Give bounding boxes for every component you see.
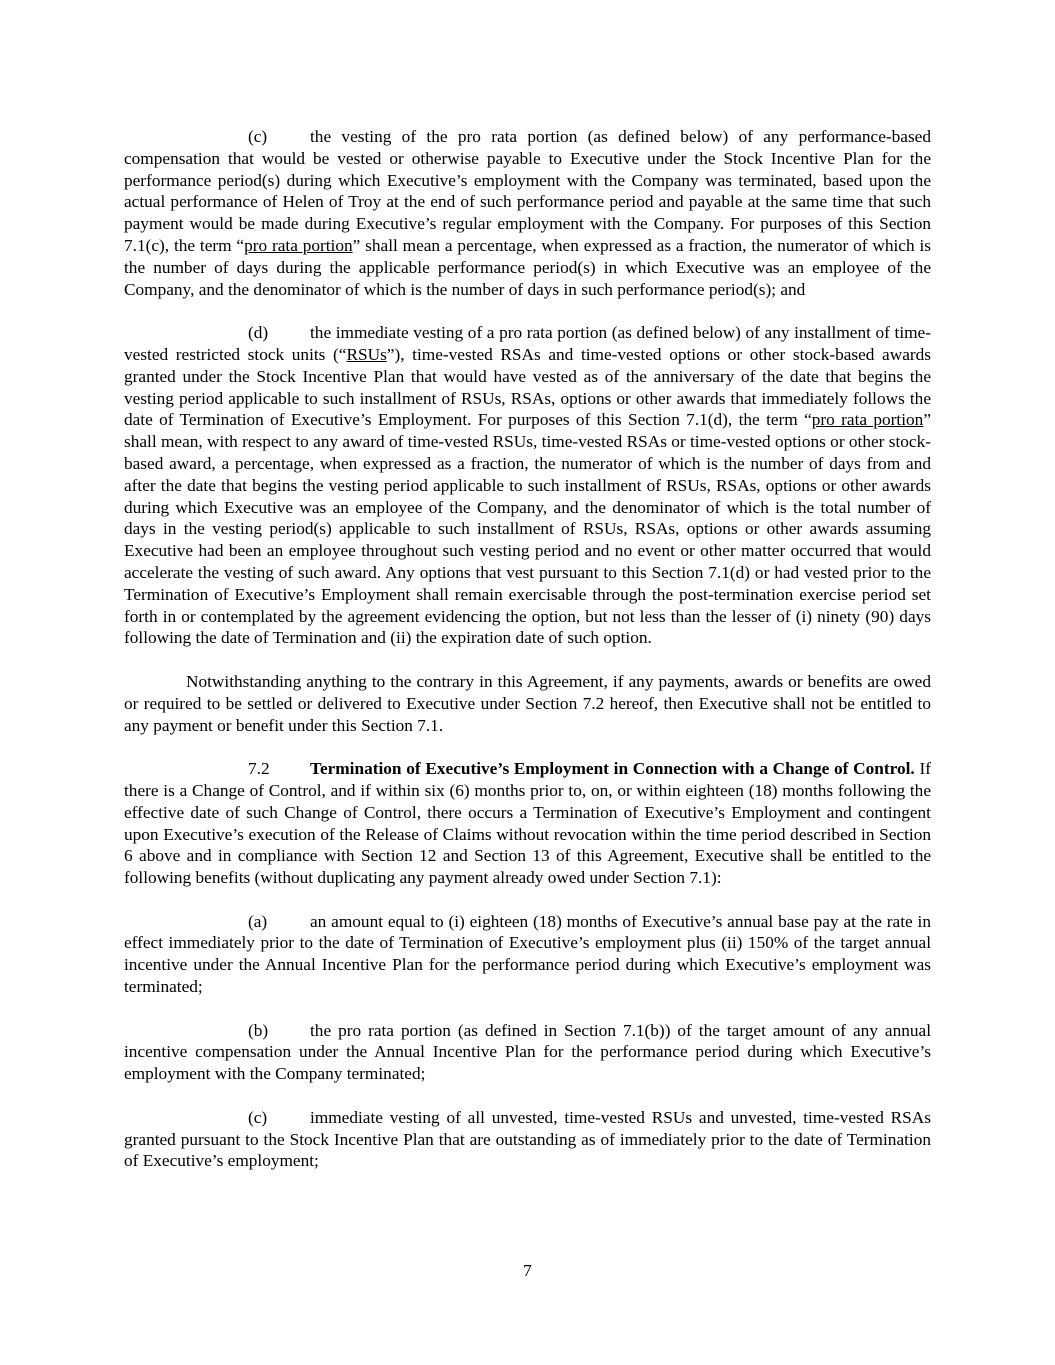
defined-term: RSUs xyxy=(346,344,387,364)
item-marker: (a) xyxy=(248,911,268,931)
paragraph-text: ”), time-vested RSAs and time-vested options or other stock-based awards granted under the Stock Incentive Plan that would have vested as of the anniversary of the date that begins the vesting period applicable to such installment of RSUs, RSAs, options or other awards that immediately follows the date of Termination of Executive’s Employment. For purposes of this Section 7.1(d), the term “ xyxy=(124,344,931,430)
paragraph-text: Notwithstanding anything to the contrary in this Agreement, if any payments, awards or benefits are owed or required to be settled or delivered to Executive under Section 7.2 hereof, then Executive shall not be entitled to any payment or benefit under this Section 7.1. xyxy=(124,671,931,735)
paragraph-7-2-b xyxy=(124,1020,931,1085)
item-marker: (c) xyxy=(248,1107,268,1127)
item-marker: (b) xyxy=(248,1020,269,1040)
defined-term: pro rata portion xyxy=(244,235,353,255)
paragraph-text: ” shall mean, with respect to any award of time-vested RSUs, time-vested RSAs or time-vested options or other stock-based award, a percentage, when expressed as a fraction, the numerator of which is the number of days from and after the date that begins the vesting period applicable to such installment of RSUs, RSAs, options or other awards during which Executive was an employee of the Company, and the denominator of which is the total number of days in the vesting period(s) applicable to such installment of RSUs, RSAs, options or other awards assuming Executive had been an employee throughout such vesting period and no event or other matter occurred that would accelerate the vesting of such award. Any options that vest pursuant to this Section 7.1(d) or had vested prior to the Termination of Executive’s Employment shall remain exercisable through the post-termination exercise period set forth in or contemplated by the agreement evidencing the option, but not less than the lesser of (i) ninety (90) days following the date of Termination and (ii) the expiration date of such option. xyxy=(124,410,931,648)
paragraph-text: an amount equal to (i) eighteen (18) months of Executive’s annual base pay at the rate in effect immediately prior to the date of Termination of Executive’s employment plus (ii) 150% of the target annual incentive under the Annual Incentive Plan for the performance period during which Executive’s employment was terminated; xyxy=(124,911,931,997)
item-marker: (c) xyxy=(248,127,268,146)
section-number: 7.2 xyxy=(248,759,270,779)
paragraph-7-2-c xyxy=(124,1107,931,1172)
section-heading: Termination of Executive’s Employment in Connection with a Change of Control. xyxy=(310,759,915,779)
page-number: 7 xyxy=(523,1261,532,1280)
paragraph-text: the pro rata portion (as defined in Section 7.1(b)) of the target amount of any annual incentive compensation under the Annual Incentive Plan for the performance period during which Executive’s employment with the Company terminated; xyxy=(124,1020,931,1084)
document-body xyxy=(124,126,931,1194)
paragraph-text: immediate vesting of all unvested, time-vested RSUs and unvested, time-vested RSAs granted pursuant to the Stock Incentive Plan that are outstanding as of immediately prior to the date of Termination of Executive’s employment; xyxy=(124,1107,931,1171)
section-7-2 xyxy=(124,758,931,889)
paragraph-7-2-a xyxy=(124,911,931,998)
item-marker: (d) xyxy=(248,323,269,343)
paragraph-notwithstanding xyxy=(124,671,931,736)
paragraph-text: the vesting of the pro rata portion (as defined below) of any performance-based compensation that would be vested or otherwise payable to Executive under the Stock Incentive Plan for the performance period(s) during which Executive’s employment with the Company was terminated, based upon the actual performance of Helen of Troy at the end of such performance period and payable at the same time that such payment would be made during Executive’s regular employment with the Company. For purposes of this Section 7.1(c), the term “ xyxy=(124,127,931,255)
defined-term: pro rata portion xyxy=(811,410,924,430)
paragraph-text: the immediate vesting of a pro rata portion (as defined below) of any installment of time-vested restricted stock units (“ xyxy=(124,323,931,364)
paragraph-7-1-c xyxy=(124,126,931,300)
paragraph-text: If there is a Change of Control, and if within six (6) months prior to, on, or within eighteen (18) months following the effective date of such Change of Control, there occurs a Termination of Executive’s Employment and contingent upon Executive’s execution of the Release of Claims without revocation within the time period described in Section 6 above and in compliance with Section 12 and Section 13 of this Agreement, Executive shall be entitled to the following benefits (without duplicating any payment already owed under Section 7.1): xyxy=(124,759,931,888)
paragraph-7-1-d xyxy=(124,322,931,649)
paragraph-text: ” shall mean a percentage, when expressed as a fraction, the numerator of which is the number of days during the applicable performance period(s) in which Executive was an employee of the Company, and the denominator of which is the number of days in such performance period(s); and xyxy=(124,235,931,299)
